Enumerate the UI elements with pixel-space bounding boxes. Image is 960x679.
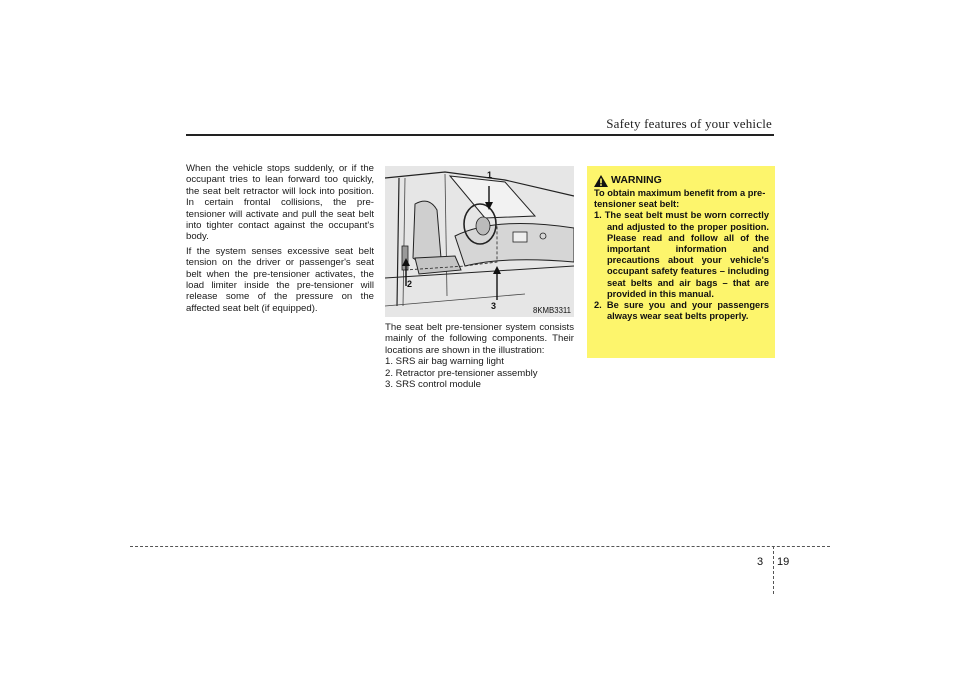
- page-number: 19: [777, 556, 790, 568]
- callout-3: 3: [491, 301, 497, 311]
- list-item: 2. Be sure you and your passengers always wear seat belts properly.: [594, 300, 769, 322]
- intro-text-column: [186, 163, 374, 317]
- callout-2: 2: [407, 279, 413, 289]
- figure-code: 8KMB3311: [533, 306, 571, 315]
- chapter-number: 3: [757, 556, 764, 568]
- pretensioner-illustration: [385, 166, 574, 317]
- warning-box: [587, 166, 775, 358]
- section-title: Safety features of your vehicle: [606, 116, 772, 131]
- warning-list: [594, 210, 769, 322]
- header-divider: [186, 134, 774, 136]
- paragraph-retractor: When the vehicle stops suddenly, or if the occupant tries to lean forward too quickly, the seat belt retractor will lock into position. In certain frontal collisions, the pre-tensioner will activate and pull the seat belt into tighter contact against the occupant's body.: [186, 163, 374, 243]
- list-item: 1. SRS air bag warning light: [385, 356, 504, 368]
- warning-title: WARNING: [611, 174, 662, 187]
- warning-triangle-icon: [594, 175, 608, 187]
- components-column: [385, 322, 574, 390]
- footer-page-separator: [773, 546, 774, 594]
- warning-header: [594, 175, 769, 187]
- list-item: 2. Retractor pre-tensioner assembly: [385, 367, 538, 379]
- components-intro: The seat belt pre-tensioner system consists mainly of the following components. Their locations are shown in the illustration:: [385, 322, 574, 356]
- list-item: 1. The seat belt must be worn correctly and adjusted to the proper position. Please read and follow all of the important information and precautions about your vehicle's occupant safety features – including seat belts and air bags – that are provided in this manual.: [594, 210, 769, 299]
- warning-intro: To obtain maximum benefit from a pre-tensioner seat belt:: [594, 188, 766, 210]
- list-item: 3. SRS control module: [385, 379, 481, 391]
- car-interior-drawing: [385, 166, 574, 317]
- paragraph-load-limiter: If the system senses excessive seat belt tension on the driver or passenger's seat belt when the pre-tensioner activates, the load limiter inside the pre-tensioner will release some of the pressure on the affected seat belt (if equipped).: [186, 245, 374, 314]
- footer-divider: [130, 546, 830, 547]
- callout-1: 1: [487, 170, 493, 180]
- components-list: [385, 356, 574, 390]
